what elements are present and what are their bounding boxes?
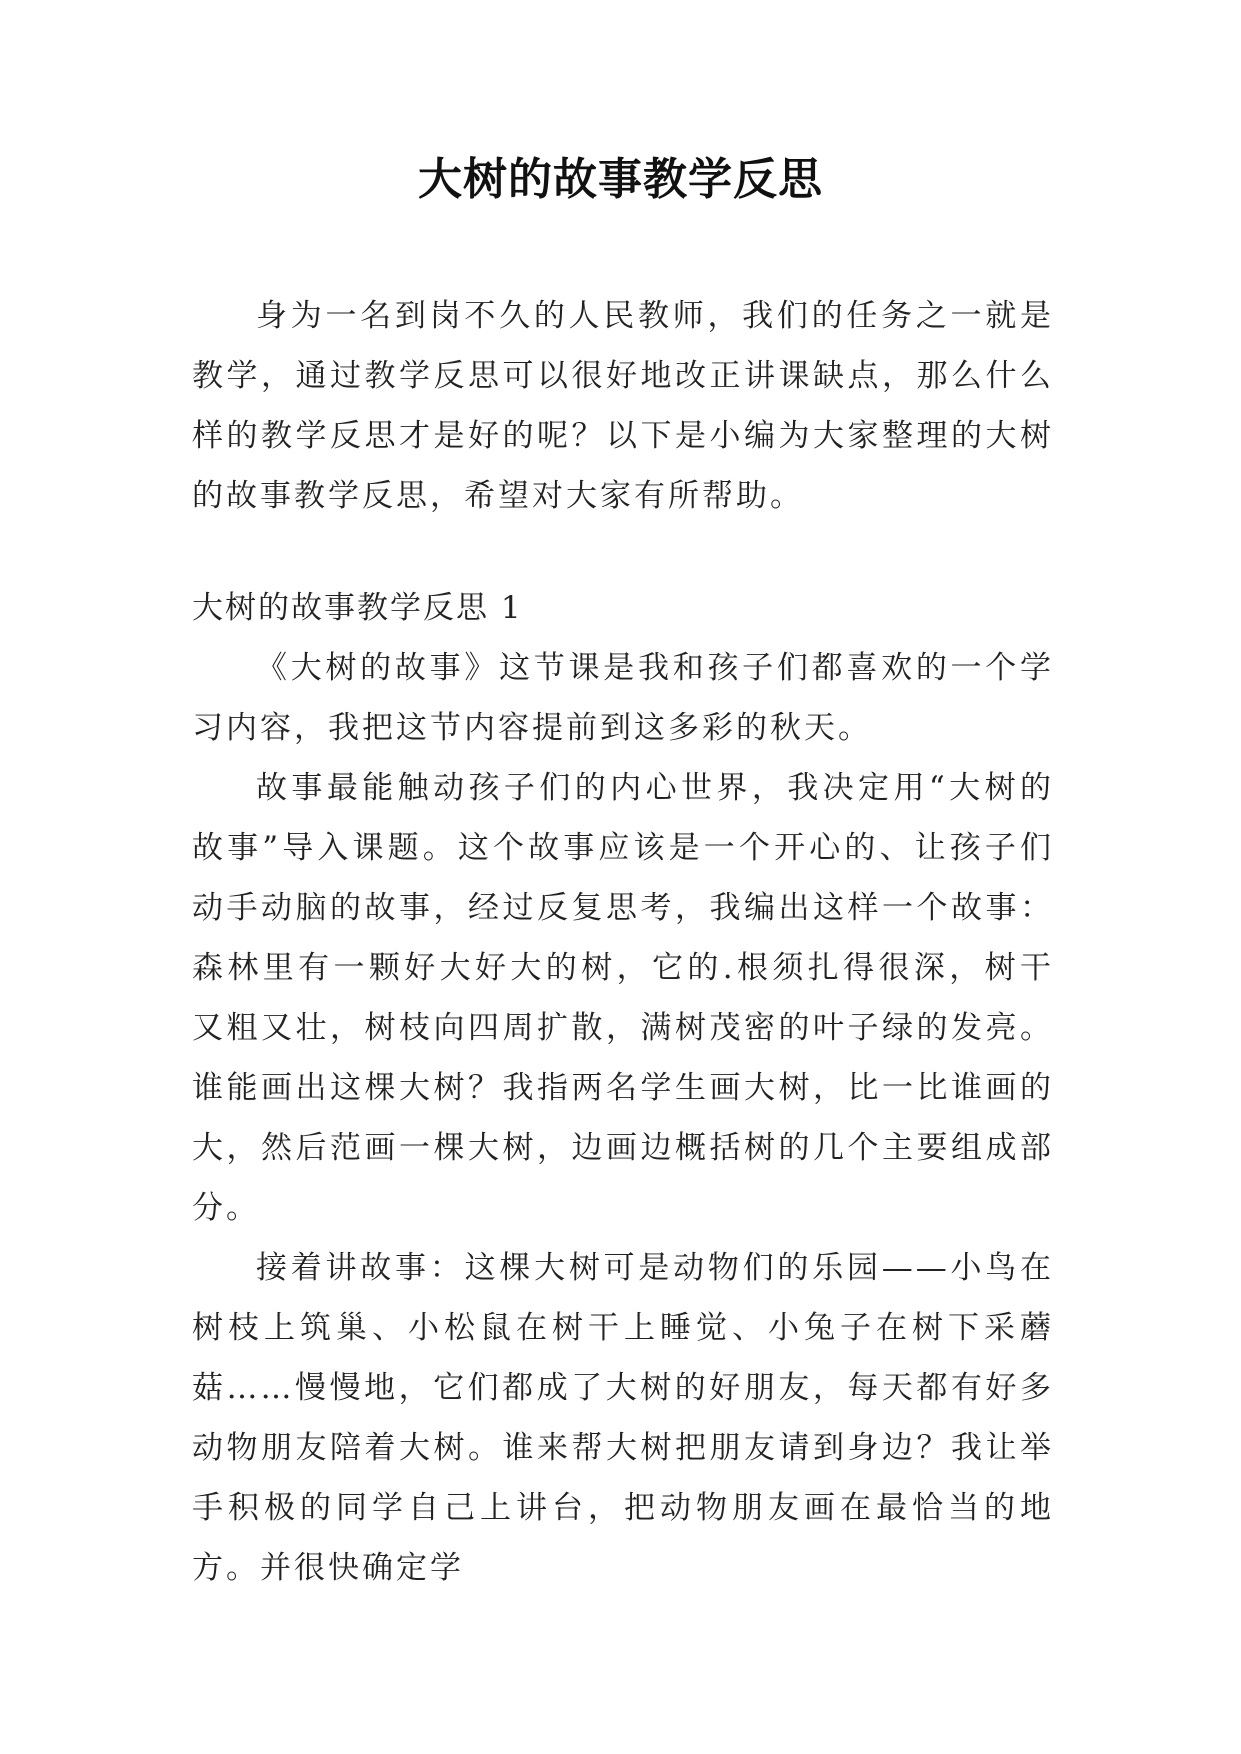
intro-section [192,286,1054,526]
body-paragraph: 故事最能触动孩子们的内心世界，我决定用“大树的故事”导入课题。这个故事应该是一个开心的、让孩子们动手动脑的故事，经过反复思考，我编出这样一个故事：森林里有一颗好大好大的树，它的.根须扎得很深，树干又粗又壮，树枝向四周扩散，满树茂密的叶子绿的发亮。谁能画出这棵大树？我指两名学生画大树，比一比谁画的大，然后范画一棵大树，边画边概括树的几个主要组成部分。 [192,770,1054,1226]
section-body [192,638,1054,1598]
page-title: 大树的故事教学反思 [418,154,823,205]
body-paragraph: 接着讲故事：这棵大树可是动物们的乐园——小鸟在树枝上筑巢、小松鼠在树干上睡觉、小兔子在树下采蘑菇……慢慢地，它们都成了大树的好朋友，每天都有好多动物朋友陪着大树。谁来帮大树把朋友请到身边？我让举手积极的同学自己上讲台，把动物朋友画在最恰当的地方。并很快确定学 [192,1250,1054,1586]
section-heading: 大树的故事教学反思 1 [192,590,523,626]
intro-paragraph: 身为一名到岗不久的人民教师，我们的任务之一就是教学，通过教学反思可以很好地改正讲课缺点，那么什么样的教学反思才是好的呢？以下是小编为大家整理的大树的故事教学反思，希望对大家有所帮助。 [192,298,1054,514]
body-paragraph: 《大树的故事》这节课是我和孩子们都喜欢的一个学习内容，我把这节内容提前到这多彩的秋天。 [192,650,1054,746]
